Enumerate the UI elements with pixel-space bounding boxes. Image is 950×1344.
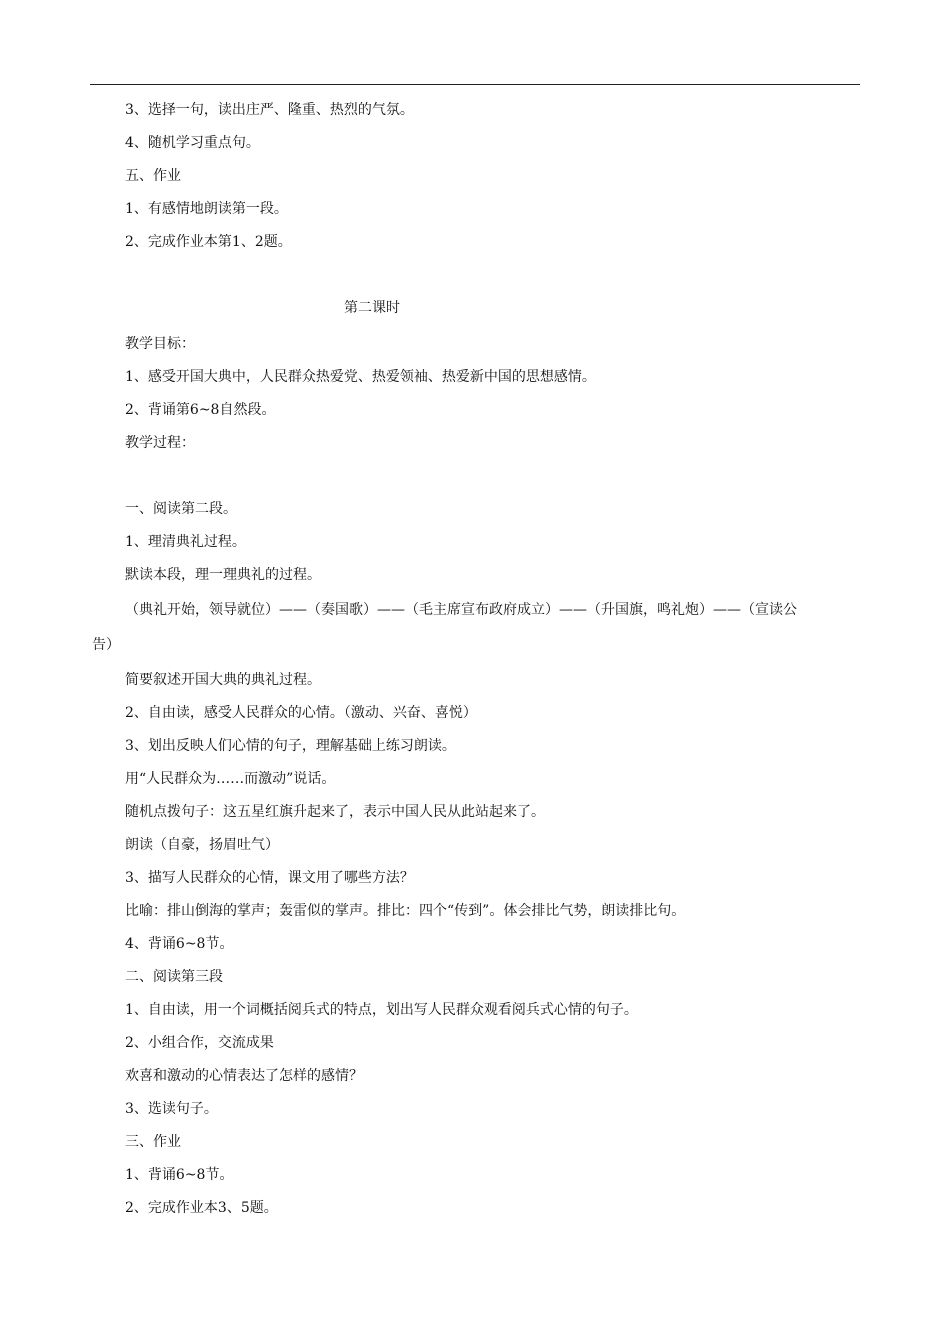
text-line: 欢喜和激动的心情表达了怎样的感情？ xyxy=(125,1068,363,1084)
text-line: 告） xyxy=(92,637,120,653)
section-heading: 教学过程： xyxy=(125,435,195,451)
text-line: 1、有感情地朗读第一段。 xyxy=(125,201,288,217)
section-heading: 教学目标： xyxy=(125,336,195,352)
text-line: 1、自由读，用一个词概括阅兵式的特点，划出写人民群众观看阅兵式心情的句子。 xyxy=(125,1002,638,1018)
text-line: 3、描写人民群众的心情，课文用了哪些方法？ xyxy=(125,870,414,886)
text-line: 2、小组合作，交流成果 xyxy=(125,1035,274,1051)
text-line: 比喻：排山倒海的掌声；轰雷似的掌声。排比：四个“传到”。体会排比气势，朗读排比句。 xyxy=(125,903,686,919)
text-line: 2、完成作业本第1、2题。 xyxy=(125,234,292,250)
text-line: 3、选读句子。 xyxy=(125,1101,218,1117)
text-line: 朗读（自豪，扬眉吐气） xyxy=(125,837,279,853)
text-line: 用“人民群众为……而激动”说话。 xyxy=(125,771,336,787)
text-line: 1、背诵6~8节。 xyxy=(125,1167,234,1183)
text-line: 1、理清典礼过程。 xyxy=(125,534,246,550)
text-line: （典礼开始，领导就位）——（奏国歌）——（毛主席宣布政府成立）——（升国旗，鸣礼炮）——（宣读公 xyxy=(125,602,797,618)
text-line: 4、背诵6~8节。 xyxy=(125,936,234,952)
text-line: 随机点拨句子：这五星红旗升起来了，表示中国人民从此站起来了。 xyxy=(125,804,545,820)
text-line: 2、完成作业本3、5题。 xyxy=(125,1200,278,1216)
text-line: 2、自由读，感受人民群众的心情。（激动、兴奋、喜悦） xyxy=(125,705,477,721)
text-line: 简要叙述开国大典的典礼过程。 xyxy=(125,672,321,688)
section-heading: 二、阅读第三段 xyxy=(125,969,223,985)
text-line: 4、随机学习重点句。 xyxy=(125,135,260,151)
header-rule xyxy=(90,84,860,85)
section-heading: 三、作业 xyxy=(125,1134,181,1150)
section-heading: 五、作业 xyxy=(125,168,181,184)
text-line: 3、划出反映人们心情的句子，理解基础上练习朗读。 xyxy=(125,738,456,754)
text-line: 1、感受开国大典中，人民群众热爱党、热爱领袖、热爱新中国的思想感情。 xyxy=(125,369,596,385)
lesson-title: 第二课时 xyxy=(344,300,400,316)
text-line: 2、背诵第6~8自然段。 xyxy=(125,402,276,418)
section-heading: 一、阅读第二段。 xyxy=(125,501,237,517)
text-line: 默读本段，理一理典礼的过程。 xyxy=(125,567,321,583)
text-line: 3、选择一句，读出庄严、隆重、热烈的气氛。 xyxy=(125,102,414,118)
